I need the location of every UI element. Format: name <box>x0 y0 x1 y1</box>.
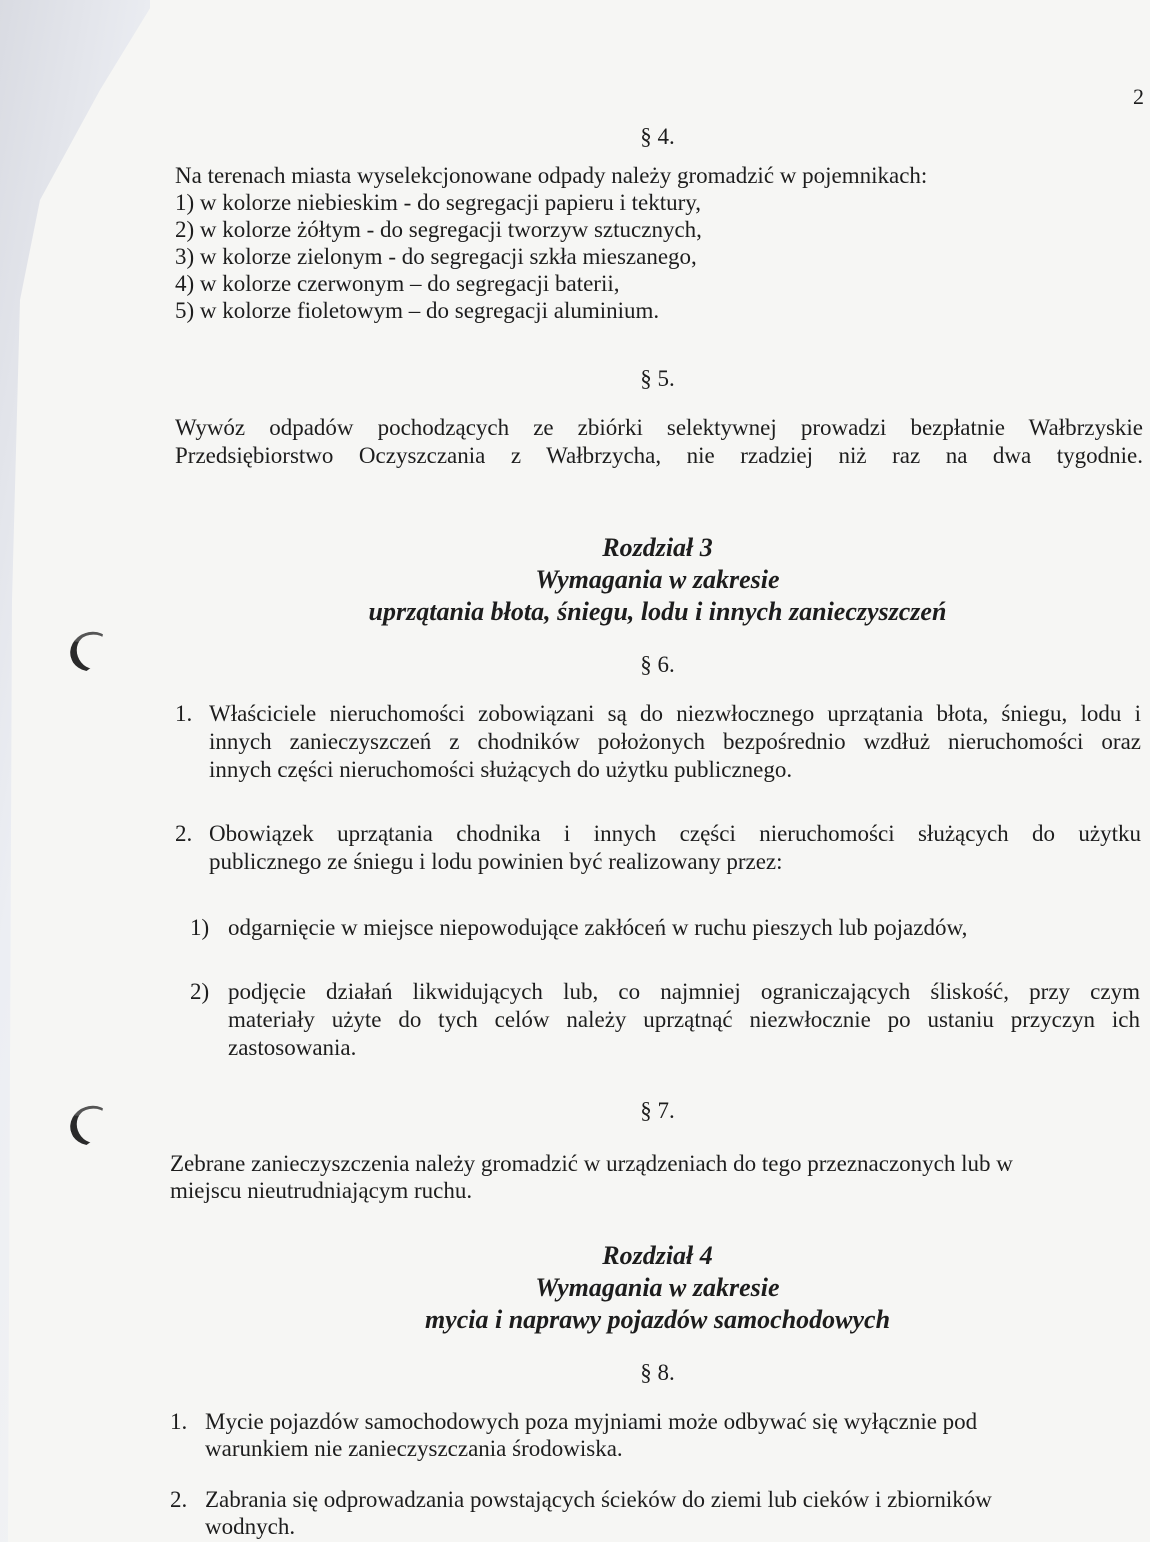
section-6-p2-line: publicznego ze śniegu i lodu powinien być realizowany przez: <box>209 849 783 874</box>
section-6-sub1-text: odgarnięcie w miejsce niepowodujące zakłóceń w ruchu pieszych lub pojazdów, <box>228 915 968 940</box>
list-number: 2. <box>170 1487 188 1512</box>
section-8-p2-line: wodnych. <box>205 1514 296 1539</box>
section-6-p2-line: Obowiązek uprzątania chodnika i innych części nieruchomości służących do użytku <box>209 821 1141 846</box>
section-8-p2-line: Zabrania się odprowadzania powstających ścieków do ziemi lub cieków i zbiorników <box>205 1487 992 1512</box>
section-7-line: miejscu nieutrudniającym ruchu. <box>170 1178 473 1203</box>
section-6-p1-line: Właściciele nieruchomości zobowiązani są do niezwłocznego uprzątania błota, śniegu, lodu i <box>209 701 1141 726</box>
section-6-sub2-line: materiały użyte do tych celów należy uprzątnąć niezwłocznie po ustaniu przyczyn ich <box>228 1007 1140 1032</box>
section-5-heading: § 5. <box>640 366 675 391</box>
section-8-p1-line: warunkiem nie zanieczyszczania środowiska. <box>205 1436 623 1461</box>
section-6-sub2-line: zastosowania. <box>228 1035 357 1060</box>
chapter-3-subtitle: uprzątania błota, śniegu, lodu i innych zanieczyszczeń <box>368 597 947 626</box>
section-8-heading: § 8. <box>640 1360 675 1385</box>
section-4-item: 2) w kolorze żółtym - do segregacji tworzyw sztucznych, <box>175 217 702 242</box>
section-4-heading: § 4. <box>640 124 675 149</box>
section-7-heading: § 7. <box>640 1098 675 1123</box>
page-number: 2 <box>1133 84 1144 109</box>
chapter-4-label: Rozdział 4 <box>602 1241 713 1270</box>
sub-list-number: 1) <box>190 915 210 940</box>
chapter-3-label: Rozdział 3 <box>602 533 713 562</box>
chapter-4-title: Wymagania w zakresie <box>535 1273 780 1302</box>
section-6-p1-line: innych części nieruchomości służących do użytku publicznego. <box>209 757 793 782</box>
section-4-item: 3) w kolorze zielonym - do segregacji szkła mieszanego, <box>175 244 697 269</box>
section-6-sub2-line: podjęcie działań likwidujących lub, co najmniej ograniczających śliskość, przy czym <box>228 979 1140 1004</box>
section-8-p1-line: Mycie pojazdów samochodowych poza myjniami może odbywać się wyłącznie pod <box>205 1409 978 1434</box>
chapter-4-subtitle: mycia i naprawy pojazdów samochodowych <box>424 1305 891 1334</box>
section-6-heading: § 6. <box>640 652 675 677</box>
sub-list-number: 2) <box>190 979 210 1004</box>
section-4-item: 4) w kolorze czerwonym – do segregacji baterii, <box>175 271 620 296</box>
section-4-item: 1) w kolorze niebieskim - do segregacji papieru i tektury, <box>175 190 702 215</box>
section-7-line: Zebrane zanieczyszczenia należy gromadzić w urządzeniach do tego przeznaczonych lub w <box>170 1151 1013 1176</box>
page-edge-shadow <box>0 0 150 1542</box>
section-5-line: Przedsiębiorstwo Oczyszczania z Wałbrzycha, nie rzadziej niż raz na dwa tygodnie. <box>175 443 1143 468</box>
section-5-line: Wywóz odpadów pochodzących ze zbiórki selektywnej prowadzi bezpłatnie Wałbrzyskie <box>175 415 1143 440</box>
list-number: 1. <box>175 701 193 726</box>
list-number: 2. <box>175 821 193 846</box>
punch-hole-icon <box>65 626 119 677</box>
list-number: 1. <box>170 1409 188 1434</box>
section-4-item: 5) w kolorze fioletowym – do segregacji aluminium. <box>175 298 660 323</box>
section-4-intro: Na terenach miasta wyselekcjonowane odpady należy gromadzić w pojemnikach: <box>175 163 928 188</box>
section-6-p1-line: innych zanieczyszczeń z chodników położonych bezpośrednio wzdłuż nieruchomości oraz <box>209 729 1141 754</box>
punch-hole-icon <box>65 1100 119 1151</box>
chapter-3-title: Wymagania w zakresie <box>535 565 780 594</box>
